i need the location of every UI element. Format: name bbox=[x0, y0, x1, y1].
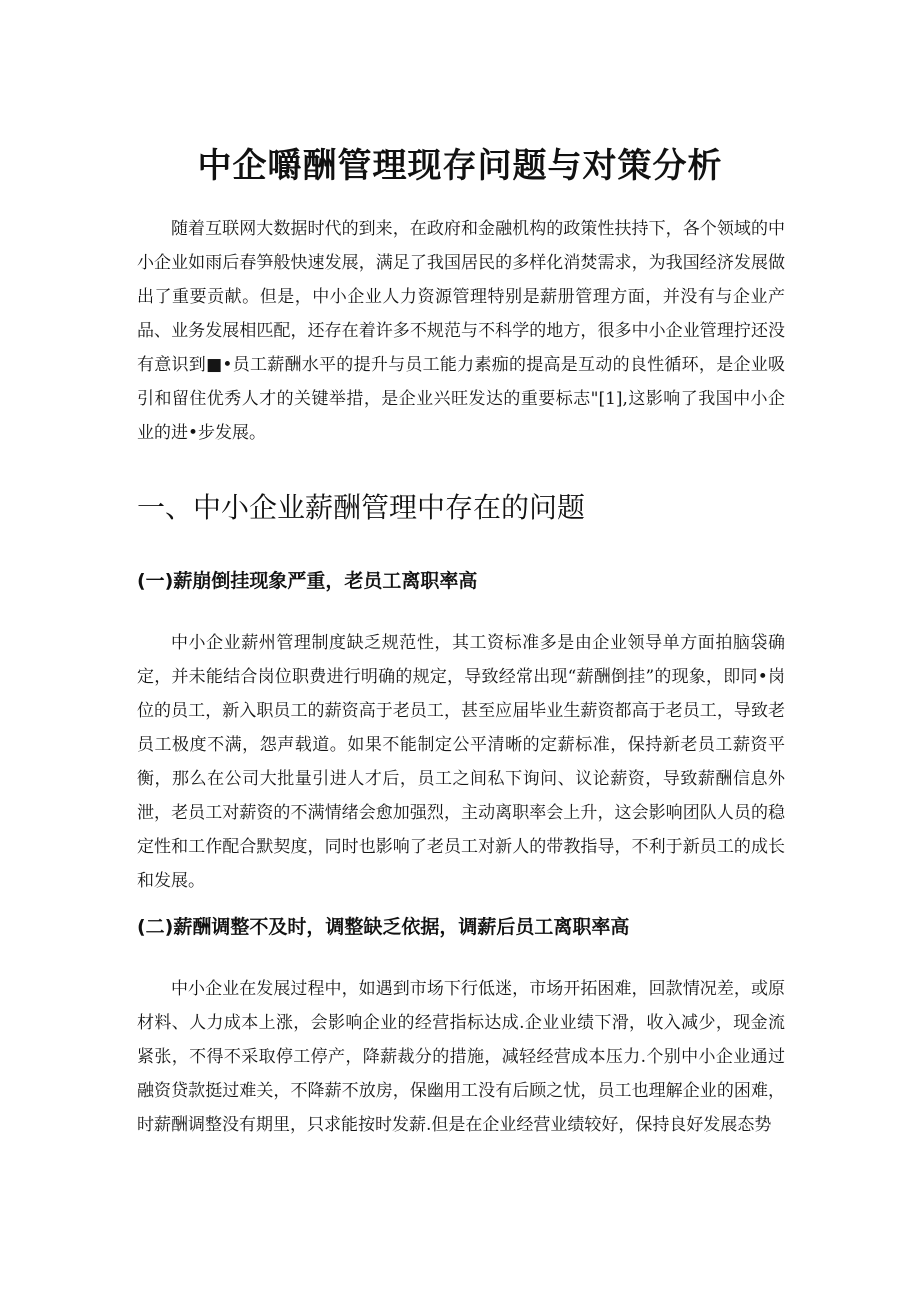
intro-paragraph: 随着互联网大数据时代的到来，在政府和金融机构的政策性扶持下，各个领域的中小企业如雨后春笋般快速发展，满足了我国居民的多样化消焚需求，为我国经济发展做出了重要贡献。但是，中小企业人力资源管理特别是薪册管理方面，并没有与企业产品、业务发展相匹配，还存在着许多不规范与不科学的地方，很多中小企业管理拧还没有意识到■•员工薪酬水平的提升与员工能力素痂的提高是互动的良性循环，是企业吸引和留住优秀人才的关键举措，是企业兴旺发达的重要标志"[1],这影响了我国中小企业的进•步发展。 bbox=[137, 219, 785, 443]
subsection-heading-1: (一)薪崩倒挂现象严重，老员工离职率高 bbox=[137, 570, 478, 592]
section-heading: 一、中小企业薪酬管理中存在的问题 bbox=[137, 491, 586, 524]
document-title: 中企嚼酬管理现存问题与对策分析 bbox=[197, 146, 723, 186]
subsection-2-paragraph: 中小企业在发展过程中，如遇到市场下行低迷，市场开拓困难，回款情况差，或原材料、人力成本上涨，会影响企业的经营指标达成.企业业绩下滑，收入减少，现金流紧张，不得不采取停工停产，降薪裁分的措施，减轻经营成本压力.个别中小企业通过融资贷款挺过难关，不降薪不放房，保幽用工没有后顾之忧，员工也理解企业的困难，时薪酬调整没有期里，只求能按时发薪.但是在企业经营业绩较好，保持良好发展态势 bbox=[137, 979, 785, 1135]
subsection-1-paragraph: 中小企业薪州管理制度缺乏规范性，其工资标准多是由企业领导单方面拍脑袋确定，并未能结合岗位职费进行明确的规定，导致经常出现“薪酬倒挂”的现象，即同•岗位的员工，新入职员工的薪资高于老员工，甚至应届毕业生薪资都高于老员工，导致老员工极度不满，怨声载道。如果不能制定公平清晰的定薪标准，保持新老员工薪资平衡，那么在公司大批量引进人才后，员工之间私下询问、议论薪资，导致薪酬信息外泄，老员工对薪资的不满情绪会愈加强烈，主动离职率会上升，这会影响团队人员的稳定性和工作配合默契度，同时也影响了老员工对新人的带教指导，不利于新员工的成长和发展。 bbox=[137, 633, 785, 891]
subsection-heading-2: (二)薪酬调整不及时，调整缺乏依据，调薪后员工离职率高 bbox=[137, 916, 630, 938]
